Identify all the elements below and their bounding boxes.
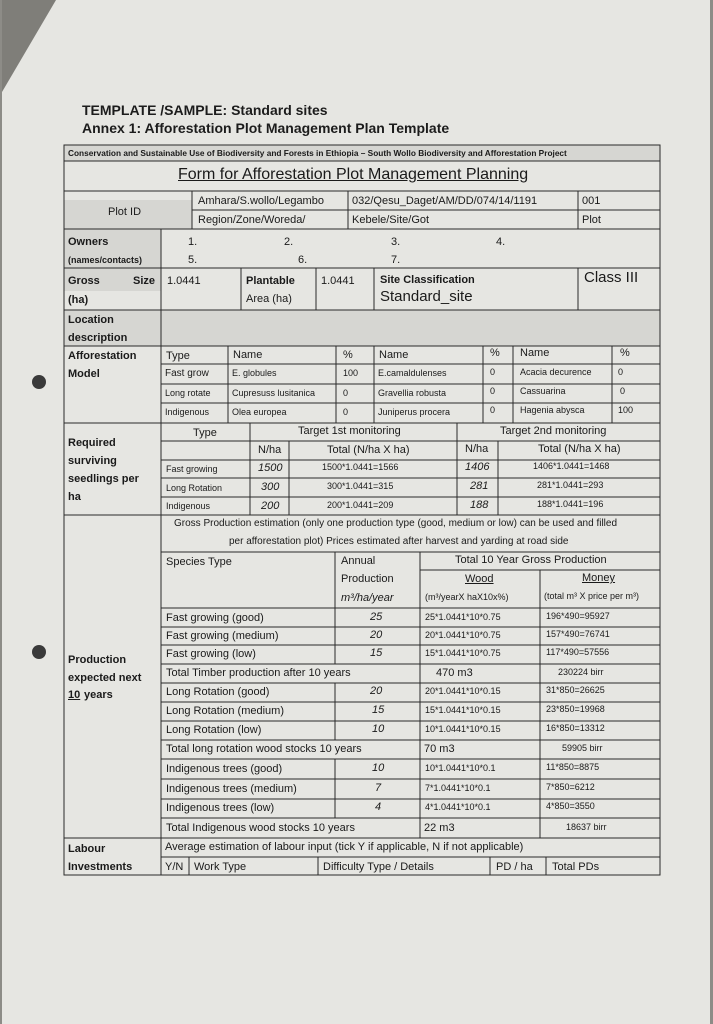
production-annual-cell: 20 [370, 685, 383, 697]
production-species-cell: Fast growing (good) [166, 612, 264, 624]
project-banner: Conservation and Sustainable Use of Biodiversity and Forests in Ethiopia – South Wollo Biodiversity and Afforestation Project [68, 148, 567, 158]
model-species-cell: Acacia decurence [520, 367, 592, 377]
production-species-cell: Long Rotation (medium) [166, 705, 285, 717]
gross-unit-label: (ha) [68, 294, 89, 306]
production-money-cell: 117*490=57556 [546, 647, 610, 657]
seedlings-type-cell: Indigenous [166, 501, 211, 511]
labour-work-type-header: Work Type [194, 861, 247, 873]
gross-size-label: Size [133, 275, 156, 287]
production-total-label: Total long rotation wood stocks 10 years [166, 743, 362, 755]
production-species-cell: Indigenous trees (medium) [166, 783, 297, 795]
model-species-cell: Cassuarina [520, 386, 566, 396]
model-pct-cell: 0 [343, 407, 349, 417]
production-species-cell: Indigenous trees (low) [166, 802, 275, 814]
plot-kebele-value: 032/Qesu_Daget/AM/DD/074/14/1191 [352, 195, 538, 207]
money-formula-header: (total m³ X price per m³) [544, 591, 640, 601]
production-total-wood: 22 m3 [424, 822, 455, 834]
model-label: Model [68, 368, 100, 380]
model-species-cell: E.camaldulenses [378, 368, 447, 378]
production-annual-cell: 15 [370, 647, 383, 659]
model-species-cell: Juniperus procera [378, 407, 451, 417]
production-money-cell: 196*490=95927 [546, 611, 610, 621]
production-wood-cell: 25*1.0441*10*0.75 [425, 612, 501, 622]
production-annual-cell: 4 [375, 801, 382, 813]
production-wood-cell: 15*1.0441*10*0.75 [425, 648, 501, 658]
plot-number-header: Plot [582, 214, 601, 226]
nha-header: N/ha [465, 443, 489, 455]
annex-heading: Annex 1: Afforestation Plot Management Plan Template [82, 120, 450, 136]
production-label-2: expected next [68, 672, 142, 684]
model-pct-header: % [490, 347, 500, 359]
location-label: Location [68, 314, 114, 326]
seedlings-label-2: surviving [68, 455, 117, 467]
annual-header: Annual [341, 555, 376, 567]
production-species-cell: Indigenous trees (good) [166, 763, 283, 775]
production-total-label: Total Timber production after 10 years [166, 667, 351, 679]
production-species-cell: Long Rotation (good) [166, 686, 270, 698]
gross-label: Gross [68, 275, 100, 287]
seedlings-nha-cell: 281 [470, 480, 489, 492]
production-total-label: Total Indigenous wood stocks 10 years [166, 822, 355, 834]
production-note-1: Gross Production estimation (only one production type (good, medium or low) can be used and filled [174, 518, 618, 529]
seedlings-nha-cell: 1406 [465, 461, 490, 473]
seedlings-nha-cell: 1500 [258, 462, 283, 474]
owner-7: 7. [391, 254, 401, 266]
production-annual-cell: 15 [372, 704, 385, 716]
template-heading: TEMPLATE /SAMPLE: Standard sites [82, 102, 328, 118]
species-type-header: Species Type [166, 556, 232, 568]
model-name-header: Name [379, 349, 409, 361]
production-total-money: 59905 birr [562, 743, 603, 753]
production-money-cell: 16*850=13312 [546, 723, 605, 733]
wood-formula-header: (m³/yearX haX10x%) [425, 592, 509, 602]
seedlings-total-cell: 200*1.0441=209 [327, 500, 394, 510]
production-money-cell: 31*850=26625 [546, 685, 605, 695]
target-2-header: Target 2nd monitoring [500, 425, 607, 437]
seedlings-nha-cell: 188 [470, 499, 489, 511]
plot-id-label: Plot ID [108, 206, 142, 218]
plantable-label: Plantable [246, 275, 295, 287]
production-wood-cell: 20*1.0441*10*0.75 [425, 630, 501, 640]
seedlings-nha-cell: 200 [261, 500, 280, 512]
production-annual-cell: 7 [375, 782, 382, 794]
model-pct-cell: 0 [490, 405, 496, 415]
model-pct-cell: 0 [490, 386, 496, 396]
owner-1: 1. [188, 236, 198, 248]
plot-kebele-header: Kebele/Site/Got [352, 214, 430, 226]
owner-3: 3. [391, 236, 401, 248]
form-title: Form for Afforestation Plot Management Planning [178, 166, 529, 183]
plot-region-header: Region/Zone/Woreda/ [198, 214, 306, 226]
production-annual-cell: 20 [370, 629, 383, 641]
plantable-unit-label: Area (ha) [246, 293, 292, 305]
seedlings-total-cell: 300*1.0441=315 [327, 481, 394, 491]
owner-2: 2. [284, 236, 294, 248]
owners-label: Owners [68, 236, 109, 248]
production-total-money: 230224 birr [558, 667, 604, 677]
labour-pd-header: PD / ha [496, 861, 533, 873]
model-name-header: Name [520, 347, 550, 359]
production-wood-cell: 10*1.0441*10*0.15 [425, 724, 501, 734]
labour-label: Labour [68, 843, 106, 855]
production-total-wood: 470 m3 [436, 667, 473, 679]
production-label-4: years [84, 689, 113, 701]
seedlings-type-cell: Fast growing [166, 464, 218, 474]
plot-number-value: 001 [582, 195, 601, 207]
seedlings-nha-cell: 300 [261, 481, 280, 493]
model-pct-cell: 100 [618, 405, 634, 415]
owner-5: 5. [188, 254, 198, 266]
target-1-header: Target 1st monitoring [298, 425, 401, 437]
production-wood-cell: 15*1.0441*10*0.15 [425, 705, 501, 715]
total-header: Total (N/ha X ha) [538, 443, 621, 455]
model-pct-cell: 0 [618, 367, 624, 377]
afforestation-label: Afforestation [68, 350, 137, 362]
model-pct-cell: 100 [343, 368, 359, 378]
production-wood-cell: 10*1.0441*10*0.1 [425, 763, 496, 773]
site-classification-label: Site Classification [380, 274, 475, 286]
seedlings-total-cell: 1406*1.0441=1468 [533, 461, 610, 471]
model-name-header: Name [233, 349, 263, 361]
model-type-cell: Fast grow [165, 368, 209, 379]
production-wood-cell: 4*1.0441*10*0.1 [425, 802, 491, 812]
production-annual-cell: 10 [372, 723, 385, 735]
labour-total-pds-header: Total PDs [552, 861, 600, 873]
production-money-cell: 23*850=19968 [546, 704, 605, 714]
model-type-header: Type [166, 350, 190, 362]
seedlings-type-cell: Long Rotation [166, 483, 223, 493]
production-total-wood: 70 m3 [424, 743, 455, 755]
production-wood-cell: 7*1.0441*10*0.1 [425, 783, 491, 793]
production-label-3: 10 [68, 689, 81, 701]
model-pct-header: % [620, 347, 630, 359]
owners-sub-label: (names/contacts) [68, 255, 143, 265]
model-species-cell: Gravellia robusta [378, 388, 447, 398]
owner-4: 4. [496, 236, 506, 248]
investments-label: Investments [68, 861, 133, 873]
labour-yn-header: Y/N [165, 861, 184, 873]
seedlings-label: Required [68, 437, 116, 449]
plot-region-value: Amhara/S.wollo/Legambo [198, 195, 324, 207]
production-note-2: per afforestation plot) Prices estimated after harvest and yarding at road side [229, 536, 569, 547]
seedlings-total-cell: 281*1.0441=293 [537, 480, 604, 490]
model-type-cell: Indigenous [165, 407, 210, 417]
production-annual-cell: 25 [370, 611, 383, 623]
site-classification-value: Standard_site [380, 288, 473, 305]
total-10-year-header: Total 10 Year Gross Production [455, 554, 607, 566]
model-pct-cell: 0 [490, 367, 496, 377]
owner-6: 6. [298, 254, 308, 266]
model-species-cell: E. globules [232, 368, 277, 378]
total-header: Total (N/ha X ha) [327, 444, 410, 456]
labour-note: Average estimation of labour input (tick Y if applicable, N if not applicable) [165, 841, 524, 853]
seedlings-type-header: Type [193, 427, 217, 439]
production-species-cell: Long Rotation (low) [166, 724, 262, 736]
model-type-cell: Long rotate [165, 388, 211, 398]
model-pct-cell: 0 [343, 388, 349, 398]
model-species-cell: Hagenia abysca [520, 405, 585, 415]
labour-difficulty-header: Difficulty Type / Details [323, 861, 434, 873]
production-wood-cell: 20*1.0441*10*0.15 [425, 686, 501, 696]
model-pct-cell: 0 [620, 386, 626, 396]
model-pct-header: % [343, 349, 353, 361]
location-description-label: description [68, 332, 128, 344]
production-money-cell: 11*850=8875 [546, 762, 600, 772]
production-total-money: 18637 birr [566, 822, 607, 832]
production-money-cell: 7*850=6212 [546, 782, 595, 792]
money-header: Money [582, 572, 616, 584]
production-annual-cell: 10 [372, 762, 385, 774]
annual-unit-header: m³/ha/year [341, 592, 394, 604]
plantable-area-value: 1.0441 [321, 275, 355, 287]
production-money-cell: 157*490=76741 [546, 629, 610, 639]
production-label: Production [68, 654, 127, 666]
class-value: Class III [584, 269, 639, 286]
production-species-cell: Fast growing (low) [166, 648, 256, 660]
production-money-cell: 4*850=3550 [546, 801, 595, 811]
annual-production-header: Production [341, 573, 394, 585]
wood-header: Wood [465, 573, 494, 585]
gross-size-value: 1.0441 [167, 275, 201, 287]
seedlings-total-cell: 188*1.0441=196 [537, 499, 604, 509]
seedlings-label-4: ha [68, 491, 81, 503]
production-species-cell: Fast growing (medium) [166, 630, 279, 642]
nha-header: N/ha [258, 444, 282, 456]
seedlings-label-3: seedlings per [68, 473, 139, 485]
model-species-cell: Olea europea [232, 407, 287, 417]
seedlings-total-cell: 1500*1.0441=1566 [322, 462, 399, 472]
model-species-cell: Cupresuss lusitanica [232, 388, 316, 398]
